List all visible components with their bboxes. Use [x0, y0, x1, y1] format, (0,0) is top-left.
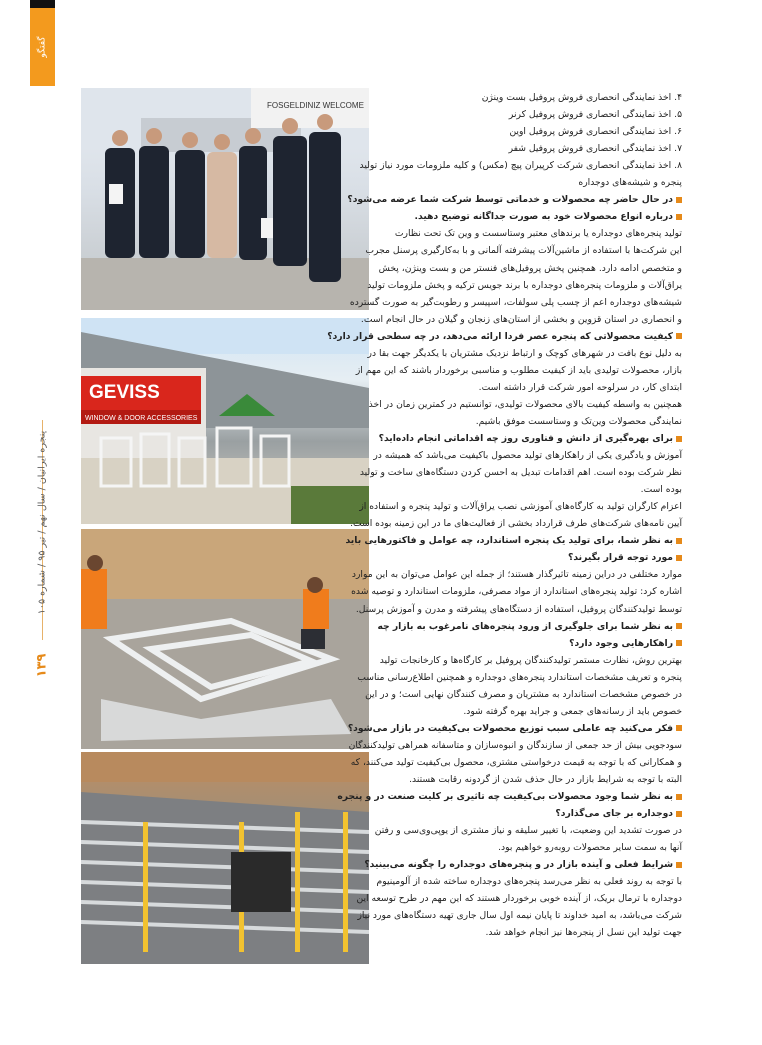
line-text: نمایندگی محصولات وین‌تک و وستاسست موفق باشیم. [475, 415, 682, 427]
line-text: شرایط فعلی و آینده بازار در و پنجره‌های دوجداره را چگونه می‌بینید؟ [364, 859, 673, 871]
article-line [463, 706, 682, 718]
question-line [327, 331, 682, 343]
article-line [373, 450, 682, 462]
geviss-sub: WINDOW & DOOR ACCESSORIES [85, 415, 198, 422]
line-text: آنها به سمت سایر محصولات روبه‌رو خواهیم بود. [498, 842, 682, 854]
photo-workshop-art [81, 529, 369, 749]
article-line [498, 842, 682, 854]
article-line [377, 876, 682, 888]
question-line [364, 859, 682, 871]
line-text: بوده است. [640, 484, 682, 496]
photo-geviss-booth [81, 318, 369, 524]
question-line [379, 433, 682, 445]
question-bullet [676, 214, 682, 220]
line-text: یراق‌آلات و ملزومات پنجره‌های دوجداره با برند جویس ترکیه و پخش ملزومات تولید [367, 279, 682, 291]
question-bullet [676, 333, 682, 339]
issue-meta-text: پنجره ایرانیان / سال نهم / تیر ۹۵ / شماره ۱۰۵ [36, 430, 48, 615]
line-text: با توجه به روند فعلی به نظر می‌رسد پنجره‌های دوجداره ساخته شده از آلومینیوم [376, 876, 682, 888]
question-bullet [676, 538, 682, 544]
line-text: در خصوص مشخصات استاندارد به مشتریان و مصرف کنندگان نهایی است؛ و در این [365, 688, 682, 700]
question-line [569, 638, 682, 650]
article-line [509, 109, 682, 121]
line-text: جهت تولید این نسل از پنجره‌ها نیز انجام خواهد شد. [485, 927, 682, 939]
article-line [375, 825, 682, 837]
article-line [409, 774, 682, 786]
article-line [351, 757, 682, 769]
article-line [356, 365, 682, 377]
article-line [479, 382, 682, 394]
line-text: ۴. اخذ نمایندگی انحصاری فروش پروفیل بست وینژن [481, 92, 682, 103]
geviss-brand: GEVISS [89, 382, 160, 403]
photo-group-art [81, 88, 369, 310]
article-line [349, 740, 682, 752]
line-text: تولید پنجره‌های دوجداره یا برندهای معتبر وستاسست و وین تک تحت نظارت [394, 228, 682, 240]
line-text: آموزش و یادگیری یکی از راهکارهای تولید محصول باکیفیت می‌باشد که همیشه در [373, 450, 682, 462]
article-line [367, 280, 682, 292]
question-bullet [676, 555, 682, 561]
question-bullet [676, 623, 682, 629]
line-text: کیفیت محصولاتی که پنجره عصر فردا ارائه می‌دهد، در چه سطحی قرار دارد؟ [327, 330, 673, 342]
page-number-text: ۱۳۹ [34, 653, 50, 677]
question-bullet [676, 725, 682, 731]
section-label: گفتگو [37, 36, 48, 58]
page-number [28, 640, 56, 690]
photo-profile-stack [81, 752, 369, 964]
line-text: و انحصاری در استان قزوین و بخشی از استان‌های زنجان و گیلان در حال انجام است. [360, 313, 682, 325]
line-text: و متخصص ادامه دارد. همچنین پخش پروفیل‌های فنستر من و بست وینژن، پخش [378, 262, 682, 274]
banner-text: FOSGELDINIZ WELCOME [267, 101, 364, 110]
article-line [357, 910, 682, 922]
issue-meta [28, 415, 56, 630]
article-line [368, 348, 682, 360]
line-text: این شرکت‌ها با استفاده از ماشین‌آلات پیشرفته آلمانی و با به‌کارگیری پرسنل مجرب [365, 245, 682, 257]
line-text: برای بهره‌گیری از دانش و فناوری روز چه اقداماتی انجام داده‌اید؟ [378, 433, 673, 444]
line-text: در حال حاضر چه محصولات و خدماتی توسط شرکت شما عرضه می‌شود؟ [347, 194, 673, 206]
article-line [641, 484, 682, 496]
question-line [377, 621, 682, 633]
question-bullet [676, 640, 682, 646]
line-text: ۵. اخذ نمایندگی انحصاری فروش پروفیل کرنر [508, 109, 682, 121]
line-text: و همکارانی که با توجه به قیمت درخواستی مشتری، محصول بی‌کیفیت تولید می‌کنند، که [350, 756, 682, 768]
line-text: به نظر شما وجود محصولات بی‌کیفیت چه تاثیری بر کلیت صنعت در و پنجره [337, 791, 673, 803]
line-text: ۷. اخذ نمایندگی انحصاری فروش پروفیل شفر [508, 143, 682, 155]
article-line [380, 655, 682, 667]
question-line [415, 211, 682, 223]
line-text: سودجویی بیش از حد جمعی از سازندگان و انبوه‌سازان و متاسفانه همراهی تولیدکنندگان [348, 739, 682, 751]
article-line [359, 501, 682, 513]
question-bullet [676, 794, 682, 800]
line-text: درباره انواع محصولات خود به صورت جداگانه توضیح دهید. [414, 211, 673, 223]
question-line [568, 552, 682, 564]
article-line [379, 263, 682, 275]
line-text: آیین نامه‌های شرکت‌های طرف قرارداد بخشی از فعالیت‌های ما در این زمینه بوده است. [350, 518, 682, 530]
article-line [578, 177, 682, 189]
article-line [395, 228, 682, 240]
line-text: در صورت تشدید این وضعیت، با تغییر سلیقه و نیاز مشتری از یوپی‌وی‌سی و رفتن [374, 825, 682, 837]
photo-stack-art [81, 752, 369, 964]
line-text: اشاره کرد: تولید پنجره‌های استاندارد از مواد مصرفی، ملزومات استاندارد و توصیه شده [351, 586, 682, 598]
line-text: پنجره و شیشه‌های دوجداره [578, 177, 682, 189]
line-text: همچنین به واسطه کیفیت بالای محصولات تولیدی، توانستیم در کمترین زمان در اخذ [368, 398, 682, 410]
question-bullet [676, 862, 682, 868]
line-text: راهکارهایی وجود دارد؟ [569, 637, 673, 649]
line-text: اعزام کارگران تولید به کارگاه‌های آموزشی نصب یراق‌آلات و تولید پنجره و استفاده از [359, 501, 682, 513]
section-tab [30, 8, 55, 86]
question-line [345, 535, 682, 547]
line-text: توسط تولیدکنندگان پروفیل، استفاده از دستگاه‌های پیشرفته و مدرن و آموزش پرسنل. [355, 603, 682, 615]
line-text: به دلیل نوع بافت در شهرهای کوچک و ارتباط نزدیک مشتریان با یکدیگر جهت بقا در [367, 347, 682, 359]
article-line [351, 586, 682, 598]
article-line [369, 399, 682, 411]
article-line [509, 143, 682, 155]
article-line [350, 518, 682, 530]
question-line [337, 791, 682, 803]
line-text: به نظر شما برای جلوگیری از ورود پنجره‌های نامرغوب به بازار چه [377, 620, 673, 632]
question-bullet [676, 436, 682, 442]
article-line [482, 92, 682, 104]
article-line [476, 416, 682, 428]
article-column [327, 92, 682, 962]
article-line [365, 689, 682, 701]
line-text: ۸. اخذ نمایندگی انحصاری شرکت کرپیران پیچ (مکس) و کلیه ملزومات مورد نیاز تولید [359, 160, 682, 172]
article-line [350, 297, 682, 309]
line-text: شیشه‌های دوجداره اعم از چسب پلی سولفات، اسپیسر و رطوبت‌گیر به صورت گسترده [349, 296, 682, 308]
line-text: البته با توجه به شرایط بازار در حال حذف شدن از گردونه رقابت هستند. [409, 774, 682, 785]
article-line [361, 314, 682, 326]
line-text: بهترین روش، نظارت مستمر تولیدکنندگان پروفیل بر کارگاه‌ها و کارخانجات تولید [379, 654, 682, 666]
article-line [360, 467, 682, 479]
top-black-tab [30, 0, 55, 8]
article-line [365, 245, 682, 257]
line-text: خصوص باید از رسانه‌های جمعی و جراید بهره گرفته شود. [463, 705, 682, 717]
photo-workshop [81, 529, 369, 749]
article-line [357, 893, 683, 905]
article-line [356, 604, 682, 616]
question-line [347, 194, 682, 206]
article-line [485, 927, 682, 939]
line-text: نظر شرکت بوده است. اهم اقدامات تبدیل به احسن کردن دستگاه‌های ساخت و تولید [359, 467, 682, 479]
line-text: ۶. اخذ نمایندگی انحصاری فروش پروفیل اوین [509, 126, 682, 138]
question-line [555, 808, 682, 820]
article-line [352, 569, 682, 581]
line-text: مورد توجه قرار بگیرند؟ [568, 552, 673, 564]
photo-geviss-art [81, 318, 369, 524]
line-text: ابتدای کار، در سرلوحه امور شرکت قرار داشته است. [478, 381, 682, 393]
photo-group-exhibition [81, 88, 369, 310]
line-text: دوجداره بر جای می‌گذارد؟ [555, 808, 673, 820]
line-text: بازار، محصولات تولیدی باید از کیفیت مطلوب و مناسبی برخوردار باشند که این مهم از [355, 364, 682, 376]
line-text: شرکت می‌باشد، به امید خداوند تا پایان نیمه اول سال جاری تهیه دستگاه‌های مورد نیاز [357, 910, 682, 922]
question-line [348, 723, 682, 735]
question-bullet [676, 197, 682, 203]
line-text: موارد مختلفی در دراین زمینه تاثیرگذار هستند؛ از جمله این عوامل می‌توان به این موارد [351, 569, 682, 581]
article-line [360, 160, 682, 172]
article-line [357, 672, 682, 684]
question-bullet [676, 811, 682, 817]
article-line [509, 126, 682, 138]
line-text: دوجداره با ترمال بریک، از آینده خوبی برخوردار هستند که این مهم در طرح توسعه این [356, 893, 682, 905]
line-text: پنجره و تعریف مشخصات استاندارد پنجره‌های دوجداره و همچنین اطلاع‌رسانی مناسب [357, 671, 682, 683]
line-text: فکر می‌کنید چه عاملی سبب توزیع محصولات بی‌کیفیت در بازار می‌شود؟ [347, 722, 673, 734]
line-text: به نظر شما، برای تولید یک پنجره استاندارد، چه عوامل و فاکتورهایی باید [345, 535, 673, 547]
